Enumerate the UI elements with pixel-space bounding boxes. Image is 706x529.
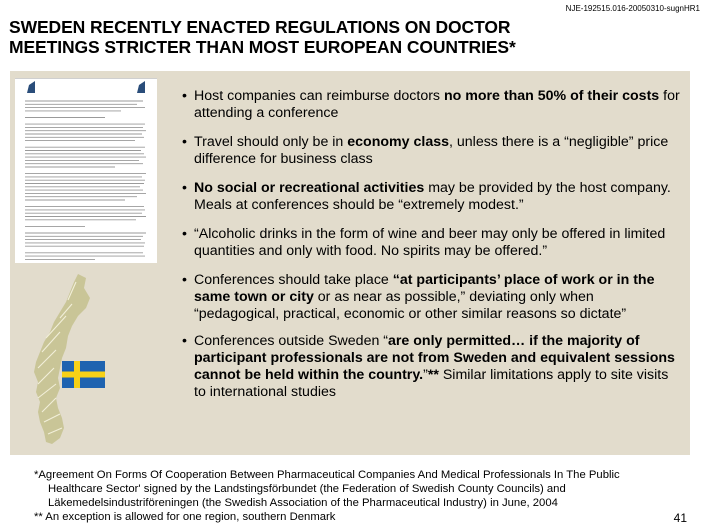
bullet-text-segment: economy class [347,134,449,150]
bullet-text-segment: Host companies can reimburse doctors [194,88,444,104]
bullet-text-segment: “at participants’ place of work or in the same town or city [194,272,655,305]
bullet-text-segment: “Alcoholic drinks in the form of wine and beer may only be offered in limited quantities and only with food. No spirits may be offered.” [194,226,666,259]
document-logo-right-icon [137,81,145,93]
bullet-alcohol: • “Alcoholic drinks in the form of wine and beer may only be offered in limited quantities and only with food. No spirits may be offered.” [182,226,666,259]
document-logo-left-icon [27,81,35,93]
bullet-text-segment: are only permitted… if the majority of participant professionals are not from Sweden and equivalent sessions cannot be held within the country. [194,333,675,383]
footnotes [34,468,674,524]
document-code: NJE-192515.016-20050310-sugnHR1 [565,4,700,13]
footnote-agreement: *Agreement On Forms Of Cooperation Between Pharmaceutical Companies And Medical Professionals In The Public Healthcare Sector' signed by the Landstingsförbundet (the Federation of Swedish County Councils) and Läkemedelsindustriföreningen (the Swedish Association of the Pharmaceutical Industry) in June, 2004 [34,469,620,509]
footnote-exception: ** An exception is allowed for one region, southern Denmark [34,511,336,523]
bullet-travel: • Travel should only be in economy class, unless there is a “negligible” price difference for business class [182,134,669,167]
document-page-image [15,79,157,263]
sweden-flag [62,361,105,388]
bullet-text-segment: Conferences should take place [194,272,393,288]
bullet-text-segment: Similar limitations apply to site visits to international studies [194,367,669,400]
bullet-reimbursement: • Host companies can reimburse doctors no more than 50% of their costs for attending a conference [182,88,680,121]
page-title [9,17,699,57]
bullet-text-segment: ” [423,367,428,383]
bullet-text-segment: Travel should only be in [194,134,348,150]
bullet-text-segment: or as near as possible,” deviating only when “pedagogical, practical, economic or other similar reasons so dictate” [194,289,627,322]
bullet-text-segment: Conferences outside Sweden “ [194,333,389,349]
bullet-social-activities: • No social or recreational activities may be provided by the host company. Meals at conferences should be “extremely modest.” [182,180,671,213]
regulation-bullet-list [180,88,680,413]
bullet-text-segment: ** [427,367,439,383]
bullet-conferences-abroad: • Conferences outside Sweden “are only permitted… if the majority of participant professionals are not from Sweden and equivalent sessions cannot be held within the country.”** Similar limitations apply to site visits to international studies [182,333,675,400]
page-number: 41 [673,511,687,525]
bullet-text-segment: , unless there is a “negligible” price difference for business class [194,134,669,167]
regulation-document-thumbnail [15,78,157,263]
bullet-text-segment: No social or recreational activities [194,180,425,196]
bullet-text-segment: may be provided by the host company. Meals at conferences should be “extremely modest.” [194,180,671,213]
sweden-outline [34,274,90,444]
title-line-2: MEETINGS STRICTER THAN MOST EUROPEAN COUNTRIES* [9,37,516,57]
bullet-conference-location: • Conferences should take place “at participants’ place of work or in the same town or city or as near as possible,” deviating only when “pedagogical, practical, economic or other similar reasons so dictate” [182,272,655,322]
bullet-text-segment: for attending a conference [194,88,680,121]
sweden-flag-icon [62,361,105,388]
title-line-1: SWEDEN RECENTLY ENACTED REGULATIONS ON DOCTOR [9,17,511,37]
bullet-text-segment: no more than 50% of their costs [443,88,660,104]
